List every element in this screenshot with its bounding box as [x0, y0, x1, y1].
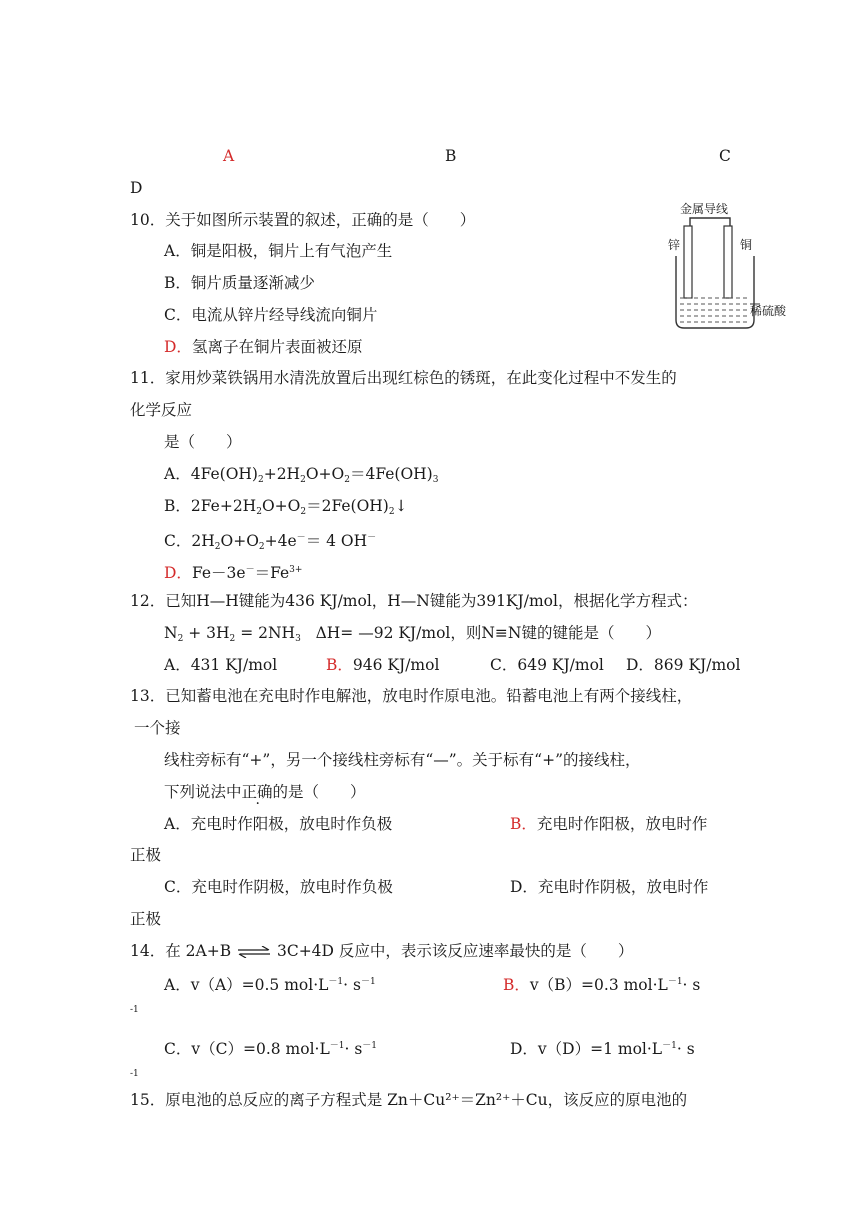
q12-b-text: 946 KJ/mol	[352, 656, 440, 674]
q10-option-a: A．铜是阳极，铜片上有气泡产生	[164, 242, 393, 260]
q11-b-prefix: B．	[164, 497, 191, 515]
q9-option-b: B	[445, 147, 457, 165]
q10-option-b: B．铜片质量逐渐减少	[164, 274, 315, 292]
q11-d-letter: D．	[164, 564, 192, 582]
q12-equation: $N_2 + 3H_2 = 2NH_3$ ΔH= —92 KJ/mol，则N≡N键的键能是（ ）	[164, 624, 661, 644]
q14-option-b: B．v（B）=0.3 $mol\cdot L^{-1}\cdot s$	[503, 976, 701, 994]
q13-stem-2: 一个接	[134, 719, 181, 737]
q13-stem-3: 线柱旁标有“+”，另一个接线柱旁标有“—”。关于标有“+”的接线柱，	[164, 751, 641, 769]
q14-option-c: C．v（C）=0.8 $mol\cdot L^{-1}\cdot s^{-1}$	[164, 1040, 378, 1058]
q12-stem: 12．已知H—H键能为436 KJ/mol，H—N键能为391KJ/mol，根据化学方程式：	[130, 592, 698, 610]
q14-b-text: v（B）=0.3 mol·L	[529, 976, 668, 994]
q14-b-letter: B．	[503, 976, 530, 994]
q11-option-b: B．$2Fe+2H_2O+O_2=2Fe(OH)_2↓$	[164, 497, 408, 517]
q14-b-exponent-wrap: -1	[130, 1005, 139, 1015]
q13-option-a: A．充电时作阳极，放电时作负极	[164, 815, 393, 833]
q13-stem4-pre: 下列说法中	[164, 783, 242, 801]
galvanic-cell-diagram	[668, 200, 798, 340]
q14-d-exponent-wrap: -1	[130, 1069, 139, 1079]
q14-stem-post: 3C+4D 反应中，表示该反应速率最快的是（ ）	[276, 942, 634, 960]
q11-stem-3: 是（ ）	[164, 433, 242, 451]
q10-option-d	[164, 337, 362, 357]
q15-stem: 15．原电池的总反应的离子方程式是 Zn＋Cu²⁺＝Zn²⁺＋Cu，该反应的原电池的	[130, 1091, 688, 1109]
q14-stem-pre: 14．在 2A+B	[130, 942, 232, 960]
q14-stem	[130, 941, 633, 961]
q11-option-a: A．$4Fe(OH)_2+2H_2O+O_2=4Fe(OH)_3$	[164, 465, 439, 485]
q11-option-d: D．$Fe-3e^-=Fe^{3+}$	[164, 564, 303, 582]
q13-option-b	[510, 814, 707, 834]
q13-option-d: D．充电时作阴极，放电时作	[510, 878, 709, 896]
q11-option-c: C．$2H_2O+O_2+4e^-= 4$ OH－	[164, 532, 377, 552]
q14-a-text: A．v（A）=0.5 mol·L	[164, 976, 329, 994]
q13-b-text: 充电时作阳极，放电时作	[536, 815, 708, 833]
acid-label: 稀硫酸	[750, 304, 787, 318]
wire-label: 金属导线	[680, 202, 729, 216]
q14-c-text: C．v（C）=0.8 mol·L	[164, 1040, 330, 1058]
q14-option-d: D．v（D）=1 $mol\cdot L^{-1}\cdot s$	[510, 1040, 695, 1058]
q10-option-c: C．电流从锌片经导线流向铜片	[164, 306, 378, 324]
q13-stem4-emphasis: 正确	[241, 783, 273, 801]
q12-b-letter: B．	[326, 656, 353, 674]
q12-eq-tail: ΔH= —92 KJ/mol，则N≡N键的键能是（ ）	[315, 624, 661, 642]
galvanic-cell-figure	[668, 200, 798, 340]
q12-option-b	[326, 655, 439, 675]
q9-option-c: C	[719, 147, 731, 165]
equilibrium-arrow-icon	[236, 946, 272, 958]
q13-stem: 13．已知蓄电池在充电时作电解池，放电时作原电池。铅蓄电池上有两个接线柱，	[130, 687, 693, 705]
q12-option-d: D．869 KJ/mol	[626, 656, 741, 674]
q12-option-c: C．649 KJ/mol	[490, 656, 604, 674]
q13-option-c: C．充电时作阴极，放电时作负极	[164, 878, 393, 896]
q9-option-d: D	[130, 179, 143, 197]
q13-b-letter: B．	[510, 815, 537, 833]
q10-d-letter: D．	[164, 338, 192, 356]
q13-option-b-wrap: 正极	[130, 846, 162, 864]
q11-stem: 11．家用炒菜铁锅用水清洗放置后出现红棕色的锈斑，在此变化过程中不发生的	[130, 369, 677, 387]
q10-d-text: 氢离子在铜片表面被还原	[191, 338, 363, 356]
zinc-label: 锌	[668, 238, 681, 252]
q14-d-text: D．v（D）=1 mol·L	[510, 1040, 663, 1058]
q13-stem-4	[164, 782, 366, 802]
q11-a-prefix: A．	[164, 465, 191, 483]
q11-stem-2: 化学反应	[130, 401, 193, 419]
q14-option-a: A．v（A）=0.5 $mol\cdot L^{-1}\cdot s^{-1}$	[164, 976, 376, 994]
q11-c-prefix: C．	[164, 532, 192, 550]
q13-option-d-wrap: 正极	[130, 910, 162, 928]
q10-stem: 10．关于如图所示装置的叙述，正确的是（ ）	[130, 211, 476, 229]
q13-stem4-post: 的是（ ）	[272, 783, 366, 801]
q12-option-a: A．431 KJ/mol	[164, 656, 278, 674]
q9-option-a: A	[223, 147, 235, 165]
copper-label: 铜	[740, 238, 753, 252]
